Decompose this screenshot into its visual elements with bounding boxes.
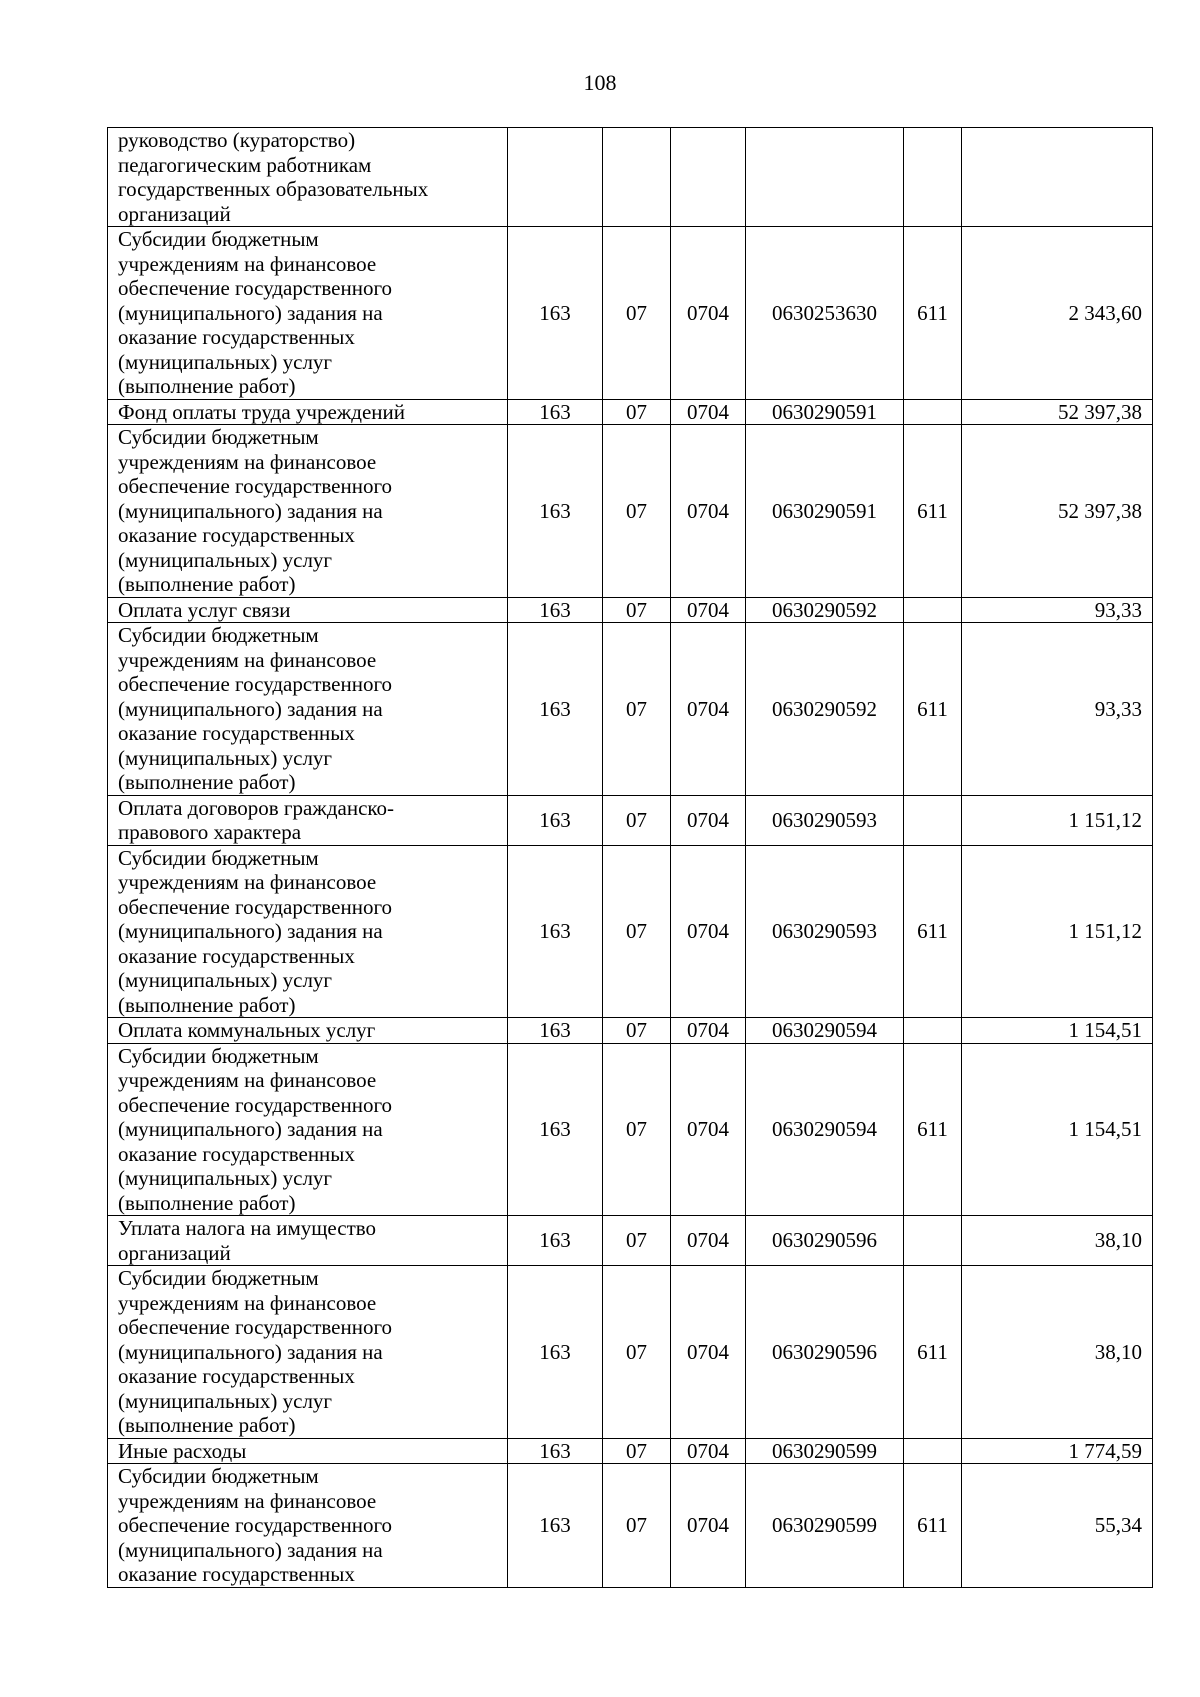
row-name-cell: Субсидии бюджетным учреждениям на финансовое обеспечение государственного (муниципального) задания на оказание государственных (муниципальных) услуг (выполнение работ) <box>108 845 508 1018</box>
row-amount-cell: 2 343,60 <box>962 227 1153 400</box>
row-amount-cell: 1 151,12 <box>962 795 1153 845</box>
row-expense-type-cell: 611 <box>904 845 962 1018</box>
row-section-cell: 07 <box>603 845 671 1018</box>
table-row <box>108 845 1153 1018</box>
row-amount-cell: 1 151,12 <box>962 845 1153 1018</box>
row-subsection-cell: 0704 <box>671 227 746 400</box>
row-grbs-cell <box>508 128 603 227</box>
row-grbs-cell: 163 <box>508 623 603 796</box>
row-target-article-cell: 0630290596 <box>746 1216 904 1266</box>
row-target-article-cell: 0630290592 <box>746 597 904 623</box>
row-name-cell: Субсидии бюджетным учреждениям на финансовое обеспечение государственного (муниципального) задания на оказание государственных (муниципальных) услуг (выполнение работ) <box>108 227 508 400</box>
row-subsection-cell: 0704 <box>671 399 746 425</box>
row-section-cell: 07 <box>603 1216 671 1266</box>
row-name-cell: Субсидии бюджетным учреждениям на финансовое обеспечение государственного (муниципального) задания на оказание государственных (муниципальных) услуг (выполнение работ) <box>108 1266 508 1439</box>
table-row <box>108 623 1153 796</box>
row-amount-cell: 52 397,38 <box>962 399 1153 425</box>
table-row <box>108 128 1153 227</box>
row-subsection-cell: 0704 <box>671 1438 746 1464</box>
row-expense-type-cell <box>904 795 962 845</box>
table-row <box>108 1018 1153 1044</box>
row-section-cell: 07 <box>603 399 671 425</box>
row-amount-cell: 1 774,59 <box>962 1438 1153 1464</box>
row-target-article-cell: 0630290599 <box>746 1438 904 1464</box>
row-grbs-cell: 163 <box>508 1438 603 1464</box>
row-amount-cell: 52 397,38 <box>962 425 1153 598</box>
row-target-article-cell: 0630290591 <box>746 425 904 598</box>
row-section-cell: 07 <box>603 1043 671 1216</box>
row-grbs-cell: 163 <box>508 1018 603 1044</box>
row-grbs-cell: 163 <box>508 597 603 623</box>
row-section-cell: 07 <box>603 597 671 623</box>
row-target-article-cell: 0630290596 <box>746 1266 904 1439</box>
table-row <box>108 1216 1153 1266</box>
table-row <box>108 1043 1153 1216</box>
row-section-cell: 07 <box>603 795 671 845</box>
table-row <box>108 1438 1153 1464</box>
row-expense-type-cell: 611 <box>904 623 962 796</box>
row-name-cell: Субсидии бюджетным учреждениям на финансовое обеспечение государственного (муниципального) задания на оказание государственных (муниципальных) услуг (выполнение работ) <box>108 623 508 796</box>
page-number: 108 <box>583 70 617 95</box>
table-row <box>108 795 1153 845</box>
row-name-cell: Фонд оплаты труда учреждений <box>108 399 508 425</box>
table-row <box>108 1464 1153 1588</box>
row-amount-cell: 1 154,51 <box>962 1018 1153 1044</box>
row-expense-type-cell <box>904 399 962 425</box>
row-grbs-cell: 163 <box>508 227 603 400</box>
row-expense-type-cell <box>904 1216 962 1266</box>
row-grbs-cell: 163 <box>508 399 603 425</box>
row-section-cell: 07 <box>603 1464 671 1588</box>
row-target-article-cell: 0630290593 <box>746 845 904 1018</box>
table-row <box>108 425 1153 598</box>
table-row <box>108 597 1153 623</box>
row-subsection-cell <box>671 128 746 227</box>
row-expense-type-cell: 611 <box>904 227 962 400</box>
table-row <box>108 399 1153 425</box>
row-target-article-cell: 0630290594 <box>746 1043 904 1216</box>
row-name-cell: Субсидии бюджетным учреждениям на финансовое обеспечение государственного (муниципального) задания на оказание государственных <box>108 1464 508 1588</box>
row-section-cell: 07 <box>603 425 671 598</box>
row-expense-type-cell: 611 <box>904 1464 962 1588</box>
row-expense-type-cell <box>904 128 962 227</box>
row-grbs-cell: 163 <box>508 795 603 845</box>
row-grbs-cell: 163 <box>508 425 603 598</box>
row-name-cell: Оплата коммунальных услуг <box>108 1018 508 1044</box>
row-subsection-cell: 0704 <box>671 623 746 796</box>
row-subsection-cell: 0704 <box>671 597 746 623</box>
row-name-cell: Субсидии бюджетным учреждениям на финансовое обеспечение государственного (муниципального) задания на оказание государственных (муниципальных) услуг (выполнение работ) <box>108 1043 508 1216</box>
row-amount-cell: 93,33 <box>962 597 1153 623</box>
row-subsection-cell: 0704 <box>671 1018 746 1044</box>
table-row <box>108 227 1153 400</box>
row-target-article-cell: 0630290599 <box>746 1464 904 1588</box>
row-subsection-cell: 0704 <box>671 1464 746 1588</box>
row-expense-type-cell: 611 <box>904 425 962 598</box>
row-subsection-cell: 0704 <box>671 425 746 598</box>
budget-table <box>107 127 1153 1588</box>
row-amount-cell: 93,33 <box>962 623 1153 796</box>
row-amount-cell: 1 154,51 <box>962 1043 1153 1216</box>
row-subsection-cell: 0704 <box>671 1043 746 1216</box>
row-target-article-cell: 0630290593 <box>746 795 904 845</box>
row-expense-type-cell <box>904 1018 962 1044</box>
row-grbs-cell: 163 <box>508 845 603 1018</box>
row-amount-cell: 38,10 <box>962 1266 1153 1439</box>
row-section-cell: 07 <box>603 1438 671 1464</box>
row-expense-type-cell <box>904 1438 962 1464</box>
row-target-article-cell: 0630290591 <box>746 399 904 425</box>
row-amount-cell: 55,34 <box>962 1464 1153 1588</box>
row-name-cell: Иные расходы <box>108 1438 508 1464</box>
row-section-cell <box>603 128 671 227</box>
row-section-cell: 07 <box>603 1266 671 1439</box>
row-name-cell: Уплата налога на имущество организаций <box>108 1216 508 1266</box>
row-grbs-cell: 163 <box>508 1043 603 1216</box>
row-section-cell: 07 <box>603 623 671 796</box>
row-section-cell: 07 <box>603 227 671 400</box>
row-grbs-cell: 163 <box>508 1216 603 1266</box>
row-amount-cell <box>962 128 1153 227</box>
row-expense-type-cell: 611 <box>904 1043 962 1216</box>
row-subsection-cell: 0704 <box>671 1216 746 1266</box>
row-name-cell: Оплата услуг связи <box>108 597 508 623</box>
row-subsection-cell: 0704 <box>671 1266 746 1439</box>
row-subsection-cell: 0704 <box>671 795 746 845</box>
row-grbs-cell: 163 <box>508 1464 603 1588</box>
row-section-cell: 07 <box>603 1018 671 1044</box>
row-name-cell: руководство (кураторство) педагогическим работникам государственных образовательных организаций <box>108 128 508 227</box>
row-expense-type-cell: 611 <box>904 1266 962 1439</box>
row-target-article-cell: 0630253630 <box>746 227 904 400</box>
row-target-article-cell: 0630290594 <box>746 1018 904 1044</box>
row-target-article-cell: 0630290592 <box>746 623 904 796</box>
row-amount-cell: 38,10 <box>962 1216 1153 1266</box>
row-grbs-cell: 163 <box>508 1266 603 1439</box>
row-name-cell: Оплата договоров гражданско- правового характера <box>108 795 508 845</box>
row-expense-type-cell <box>904 597 962 623</box>
row-target-article-cell <box>746 128 904 227</box>
row-name-cell: Субсидии бюджетным учреждениям на финансовое обеспечение государственного (муниципального) задания на оказание государственных (муниципальных) услуг (выполнение работ) <box>108 425 508 598</box>
row-subsection-cell: 0704 <box>671 845 746 1018</box>
table-row <box>108 1266 1153 1439</box>
